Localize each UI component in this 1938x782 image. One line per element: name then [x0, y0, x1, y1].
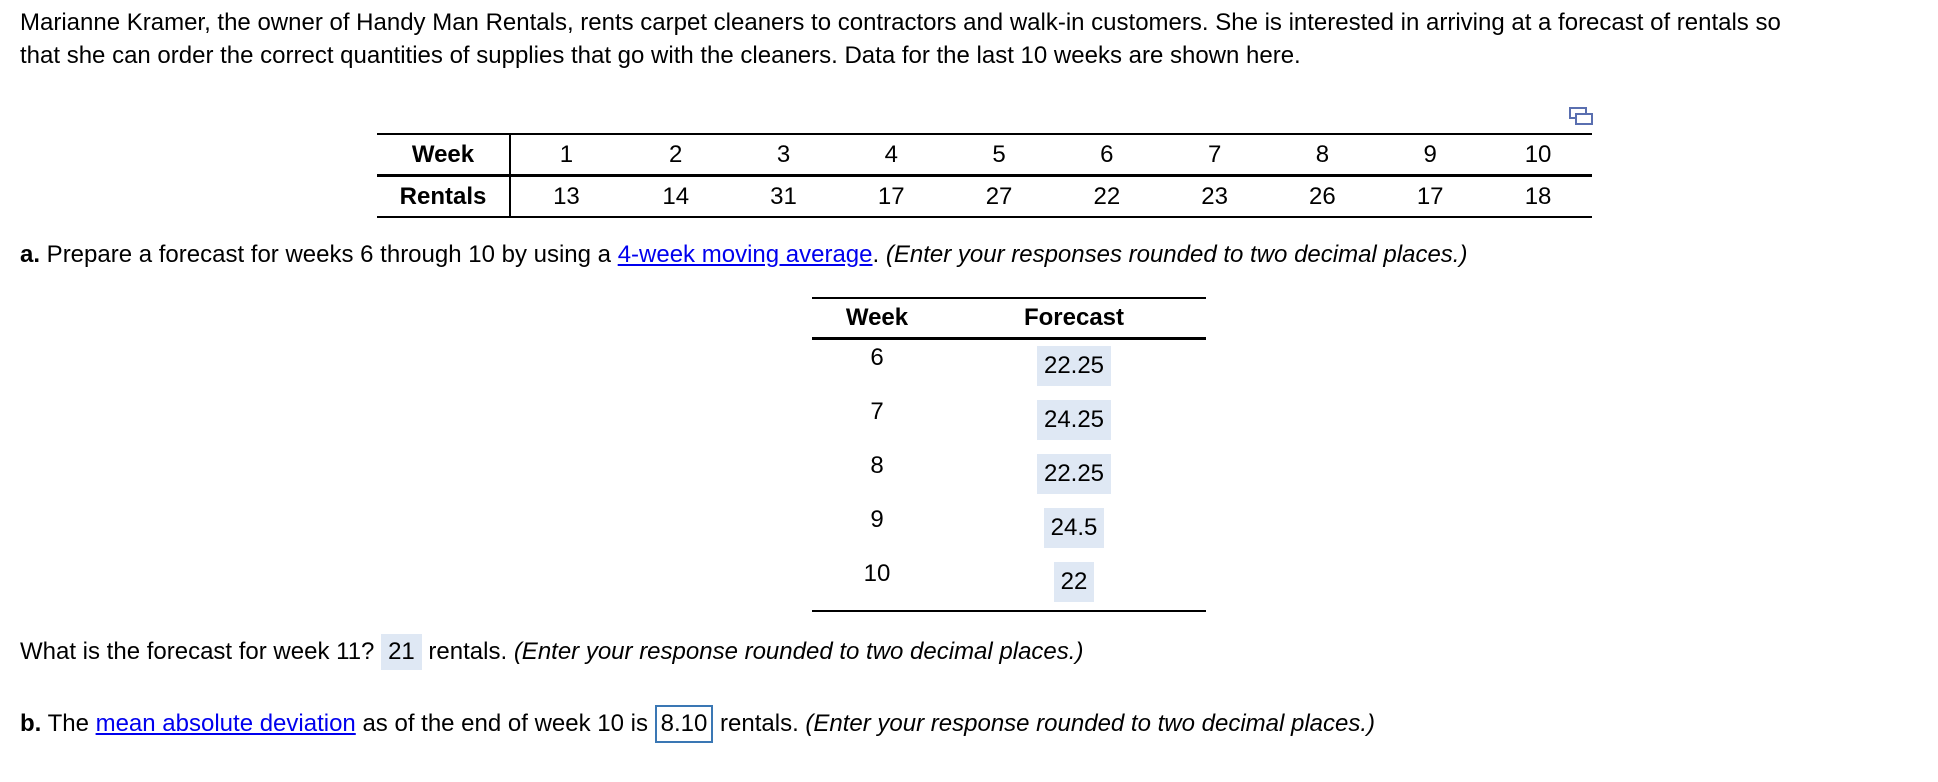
part-a-question — [20, 239, 1467, 271]
rentals-cell: 31 — [730, 176, 838, 218]
part-b-unit: rentals. — [713, 710, 806, 737]
moving-average-link[interactable]: 4-week moving average — [617, 241, 873, 268]
forecast-table-header — [812, 299, 1206, 340]
week-row-header: Week — [377, 134, 510, 176]
forecast-week: 10 — [863, 560, 891, 587]
forecast-row — [812, 556, 1206, 610]
forecast-week: 9 — [870, 506, 884, 533]
part-a-text: Prepare a forecast for weeks 6 through 10 by using a — [40, 241, 618, 268]
forecast-answer[interactable]: 24.25 — [1037, 400, 1111, 440]
part-b-text: The — [41, 710, 96, 737]
rentals-cell: 23 — [1161, 176, 1269, 218]
rentals-row — [377, 176, 1592, 218]
forecast-table — [812, 297, 1206, 612]
rentals-cell: 26 — [1269, 176, 1377, 218]
forecast-row — [812, 394, 1206, 448]
rentals-cell: 27 — [945, 176, 1053, 218]
rentals-cell: 14 — [622, 176, 730, 218]
rentals-cell: 18 — [1484, 176, 1592, 218]
part-a-text-after: . — [872, 241, 886, 268]
forecast-row — [812, 502, 1206, 556]
week-row — [377, 134, 1592, 176]
forecast-row — [812, 448, 1206, 502]
intro-line-1: Marianne Kramer, the owner of Handy Man Rentals, rents carpet cleaners to contractors and walk-in customers. She is interested in arriving at a forecast of rentals so — [20, 9, 1781, 36]
intro-line-2: that she can order the correct quantities of supplies that go with the cleaners. Data for the last 10 weeks are shown here. — [20, 42, 1301, 69]
week-11-question — [20, 634, 1083, 670]
week-11-text: What is the forecast for week 11? — [20, 638, 382, 665]
problem-statement — [20, 6, 1938, 72]
copy-table-icon[interactable] — [1568, 105, 1594, 127]
forecast-answer[interactable]: 22.25 — [1037, 346, 1111, 386]
part-b-label: b. — [20, 710, 42, 737]
rentals-cell: 13 — [510, 176, 622, 218]
part-b-question — [20, 705, 1375, 743]
week-cell: 6 — [1053, 134, 1161, 176]
week-cell: 8 — [1269, 134, 1377, 176]
week-column-header: Week — [845, 304, 909, 331]
week-cell: 4 — [837, 134, 945, 176]
mad-link[interactable]: mean absolute deviation — [95, 710, 356, 737]
rentals-data-table — [377, 133, 1592, 218]
part-b-text-middle: as of the end of week 10 is — [355, 710, 655, 737]
week-cell: 2 — [622, 134, 730, 176]
part-a-label: a. — [20, 241, 41, 268]
week-cell: 10 — [1484, 134, 1592, 176]
week-cell: 7 — [1161, 134, 1269, 176]
part-b-instruction: (Enter your response rounded to two decimal places.) — [805, 710, 1376, 737]
week-11-answer[interactable]: 21 — [381, 634, 422, 670]
forecast-answer[interactable]: 24.5 — [1044, 508, 1105, 548]
rentals-cell: 17 — [1376, 176, 1484, 218]
rentals-row-header: Rentals — [377, 176, 510, 218]
rentals-cell: 17 — [837, 176, 945, 218]
forecast-row — [812, 340, 1206, 394]
week-cell: 1 — [510, 134, 622, 176]
forecast-week: 7 — [870, 398, 884, 425]
forecast-column-header: Forecast — [1023, 304, 1125, 331]
forecast-week: 8 — [870, 452, 884, 479]
mad-answer-input[interactable]: 8.10 — [655, 705, 714, 743]
week-cell: 9 — [1376, 134, 1484, 176]
week-cell: 5 — [945, 134, 1053, 176]
week-11-instruction: (Enter your response rounded to two decimal places.) — [513, 638, 1084, 665]
forecast-answer[interactable]: 22 — [1054, 562, 1095, 602]
rentals-cell: 22 — [1053, 176, 1161, 218]
week-cell: 3 — [730, 134, 838, 176]
week-11-unit: rentals. — [421, 638, 514, 665]
forecast-week: 6 — [870, 344, 884, 371]
forecast-answer[interactable]: 22.25 — [1037, 454, 1111, 494]
part-a-instruction: (Enter your responses rounded to two decimal places.) — [885, 241, 1468, 268]
